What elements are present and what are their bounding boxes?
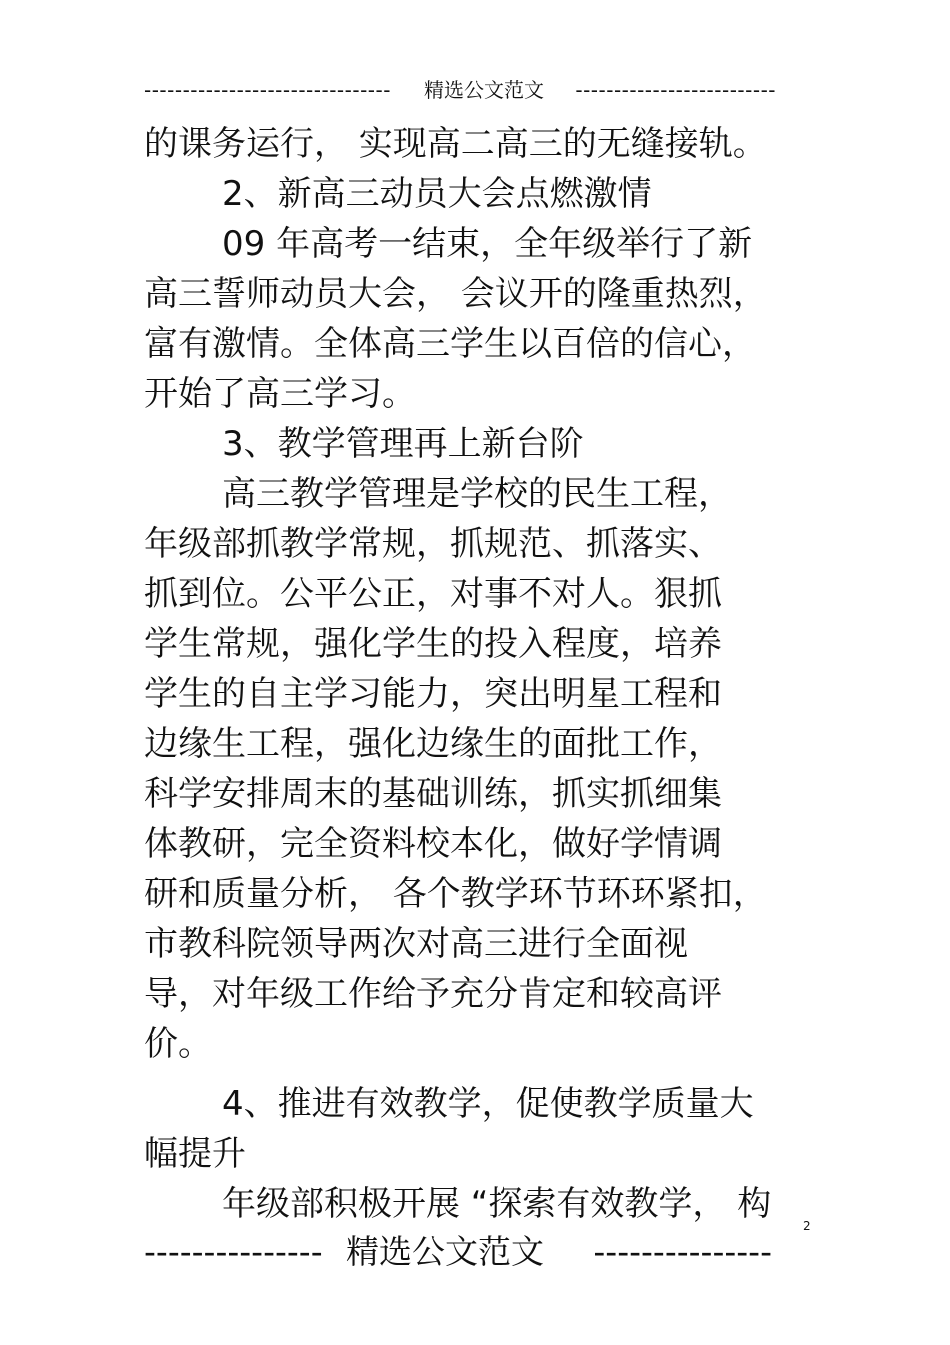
text-line: 价。 (144, 1024, 212, 1064)
text-line: 抓到位。公平公正，对事不对人。狠抓 (144, 574, 722, 614)
text-line: 导，对年级工作给予充分肯定和较高评 (144, 974, 722, 1014)
header-dashes-left: -------------------------------- (144, 78, 391, 102)
text-line: 的课务运行， 实现高二高三的无缝接轨。 (144, 124, 767, 164)
page-header (144, 74, 776, 106)
text-line: 高三誓师动员大会， 会议开的隆重热烈， (144, 274, 767, 314)
header-dashes-right: -------------------------- (575, 78, 776, 102)
page-footer (144, 1228, 772, 1276)
header-title: 精选公文范文 (424, 78, 544, 102)
text-line: 高三教学管理是学校的民生工程， (222, 474, 732, 514)
text-line: 边缘生工程，强化边缘生的面批工作， (144, 724, 722, 764)
footer-title: 精选公文范文 (346, 1232, 544, 1271)
page-number: 2 (803, 1219, 811, 1233)
footer-dashes-right: --------------- (593, 1232, 772, 1271)
text-line: 科学安排周末的基础训练，抓实抓细集 (144, 774, 722, 814)
section-heading: 2、新高三动员大会点燃激情 (222, 174, 652, 214)
text-line: 市教科院领导两次对高三进行全面视 (144, 924, 688, 964)
text-line: 学生常规，强化学生的投入程度，培养 (144, 624, 722, 664)
text-line: 09 年高考一结束，全年级举行了新 (222, 224, 753, 264)
text-line: 年级部积极开展 “探索有效教学， 构 (222, 1184, 772, 1224)
text-line: 学生的自主学习能力，突出明星工程和 (144, 674, 722, 714)
text-line: 富有激情。全体高三学生以百倍的信心， (144, 324, 756, 364)
section-heading: 3、教学管理再上新台阶 (222, 424, 584, 464)
text-line: 体教研，完全资料校本化，做好学情调 (144, 824, 722, 864)
text-line: 开始了高三学习。 (144, 374, 416, 414)
footer-dashes-left: --------------- (144, 1232, 323, 1271)
text-line: 研和质量分析， 各个教学环节环环紧扣， (144, 874, 767, 914)
text-line: 年级部抓教学常规，抓规范、抓落实、 (144, 524, 722, 564)
section-heading: 4、推进有效教学，促使教学质量大 (222, 1084, 754, 1124)
section-heading-continued: 幅提升 (144, 1134, 246, 1174)
